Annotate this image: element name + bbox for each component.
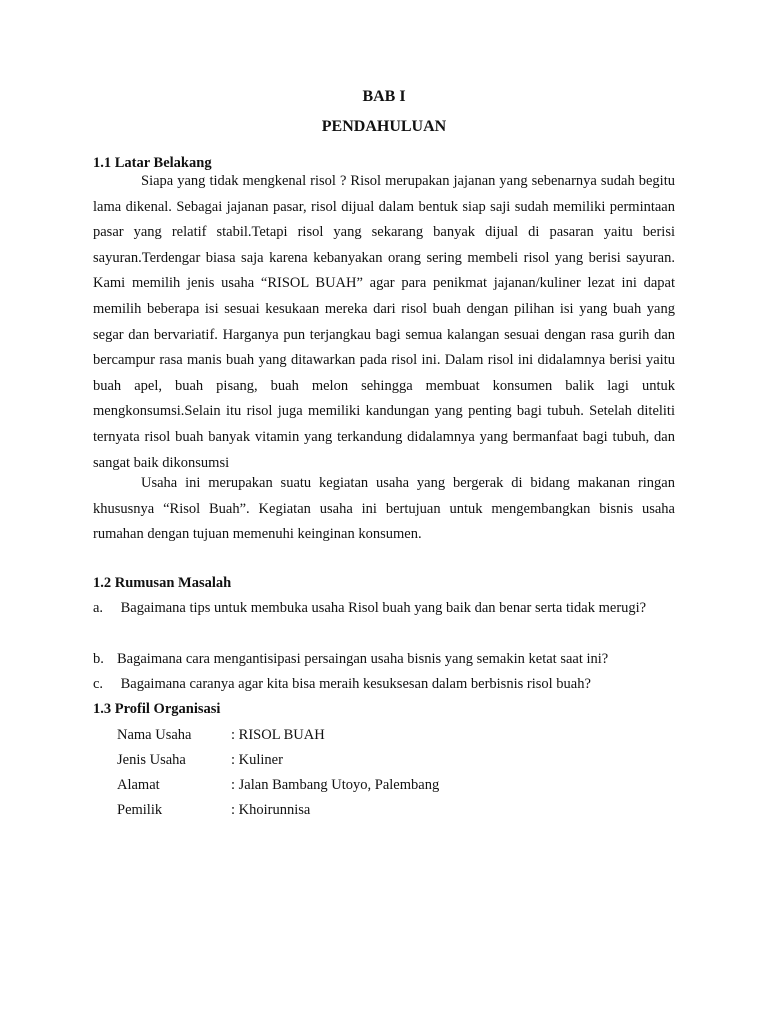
section-heading-rumusan-masalah: 1.2 Rumusan Masalah [93,575,232,591]
list-marker: a. [93,600,104,616]
profile-label: Nama Usaha [117,727,192,743]
profile-value: : RISOL BUAH [231,727,325,743]
profile-value: : Kuliner [231,752,283,768]
list-item [93,647,675,673]
profile-label: Pemilik [117,802,163,818]
profile-label: Jenis Usaha [117,752,186,768]
profile-value: : Khoirunnisa [231,802,311,818]
chapter-number: BAB I [362,88,406,105]
section-heading-profil-organisasi: 1.3 Profil Organisasi [93,701,221,717]
list-text: Bagaimana tips untuk membuka usaha Risol buah yang baik dan benar serta tidak merugi? [117,600,647,616]
list-text: Bagaimana caranya agar kita bisa meraih kesuksesan dalam berbisnis risol buah? [117,676,591,692]
list-marker: b. [93,651,104,667]
paragraph-latar-belakang-1: Siapa yang tidak mengkenal risol ? Risol merupakan jajanan yang sebenarnya sudah begitu lama dikenal. Sebagai jajanan pasar, risol dijual dalam bentuk siap saji sudah memiliki permintaan pasar yang relatif stabil.Tetapi risol yang sekarang banyak dijual di pasaran yaitu berisi sayuran.Terdengar biasa saja karena kebanyakan orang sering membeli risol yang berisi sayuran. Kami memilih jenis usaha “RISOL BUAH” agar para penikmat jajanan/kuliner lezat ini dapat memilih beberapa isi sesuai kesukaan mereka dari risol buah dengan pilihan isi yang buah yang segar dan bervariatif. Harganya pun terjangkau bagi semua kalangan sesuai dengan rasa gurih dan bercampur rasa manis buah yang ditawarkan pada risol ini. Dalam risol ini didalamnya berisi yaitu buah apel, buah pisang, buah melon sehingga membuat konsumen balik lagi untuk mengkonsumsi.Selain itu risol juga memiliki kandungan yang penting bagi tubuh. Setelah diteliti ternyata risol buah banyak vitamin yang terkandung didalamnya yang bermanfaat bagi tubuh, dan sangat baik dikonsumsi [93,173,675,471]
profile-row [117,798,439,823]
profile-value: : Jalan Bambang Utoyo, Palembang [231,777,440,793]
list-marker: c. [93,676,104,692]
list-item [93,672,675,698]
chapter-title: PENDAHULUAN [321,118,447,135]
list-text: Bagaimana cara mengantisipasi persaingan usaha bisnis yang semakin ketat saat ini? [117,651,609,667]
profile-row [117,723,439,748]
profile-table [117,723,439,823]
profile-row [117,773,439,798]
section-heading-latar-belakang: 1.1 Latar Belakang [93,155,212,171]
profile-label: Alamat [117,777,160,793]
profile-row [117,748,439,773]
paragraph-latar-belakang-2: Usaha ini merupakan suatu kegiatan usaha yang bergerak di bidang makanan ringan khususnya “Risol Buah”. Kegiatan usaha ini bertujuan untuk mengembangkan bisnis usaha rumahan dengan tujuan memenuhi keinginan konsumen. [93,475,675,543]
list-item [93,596,675,622]
